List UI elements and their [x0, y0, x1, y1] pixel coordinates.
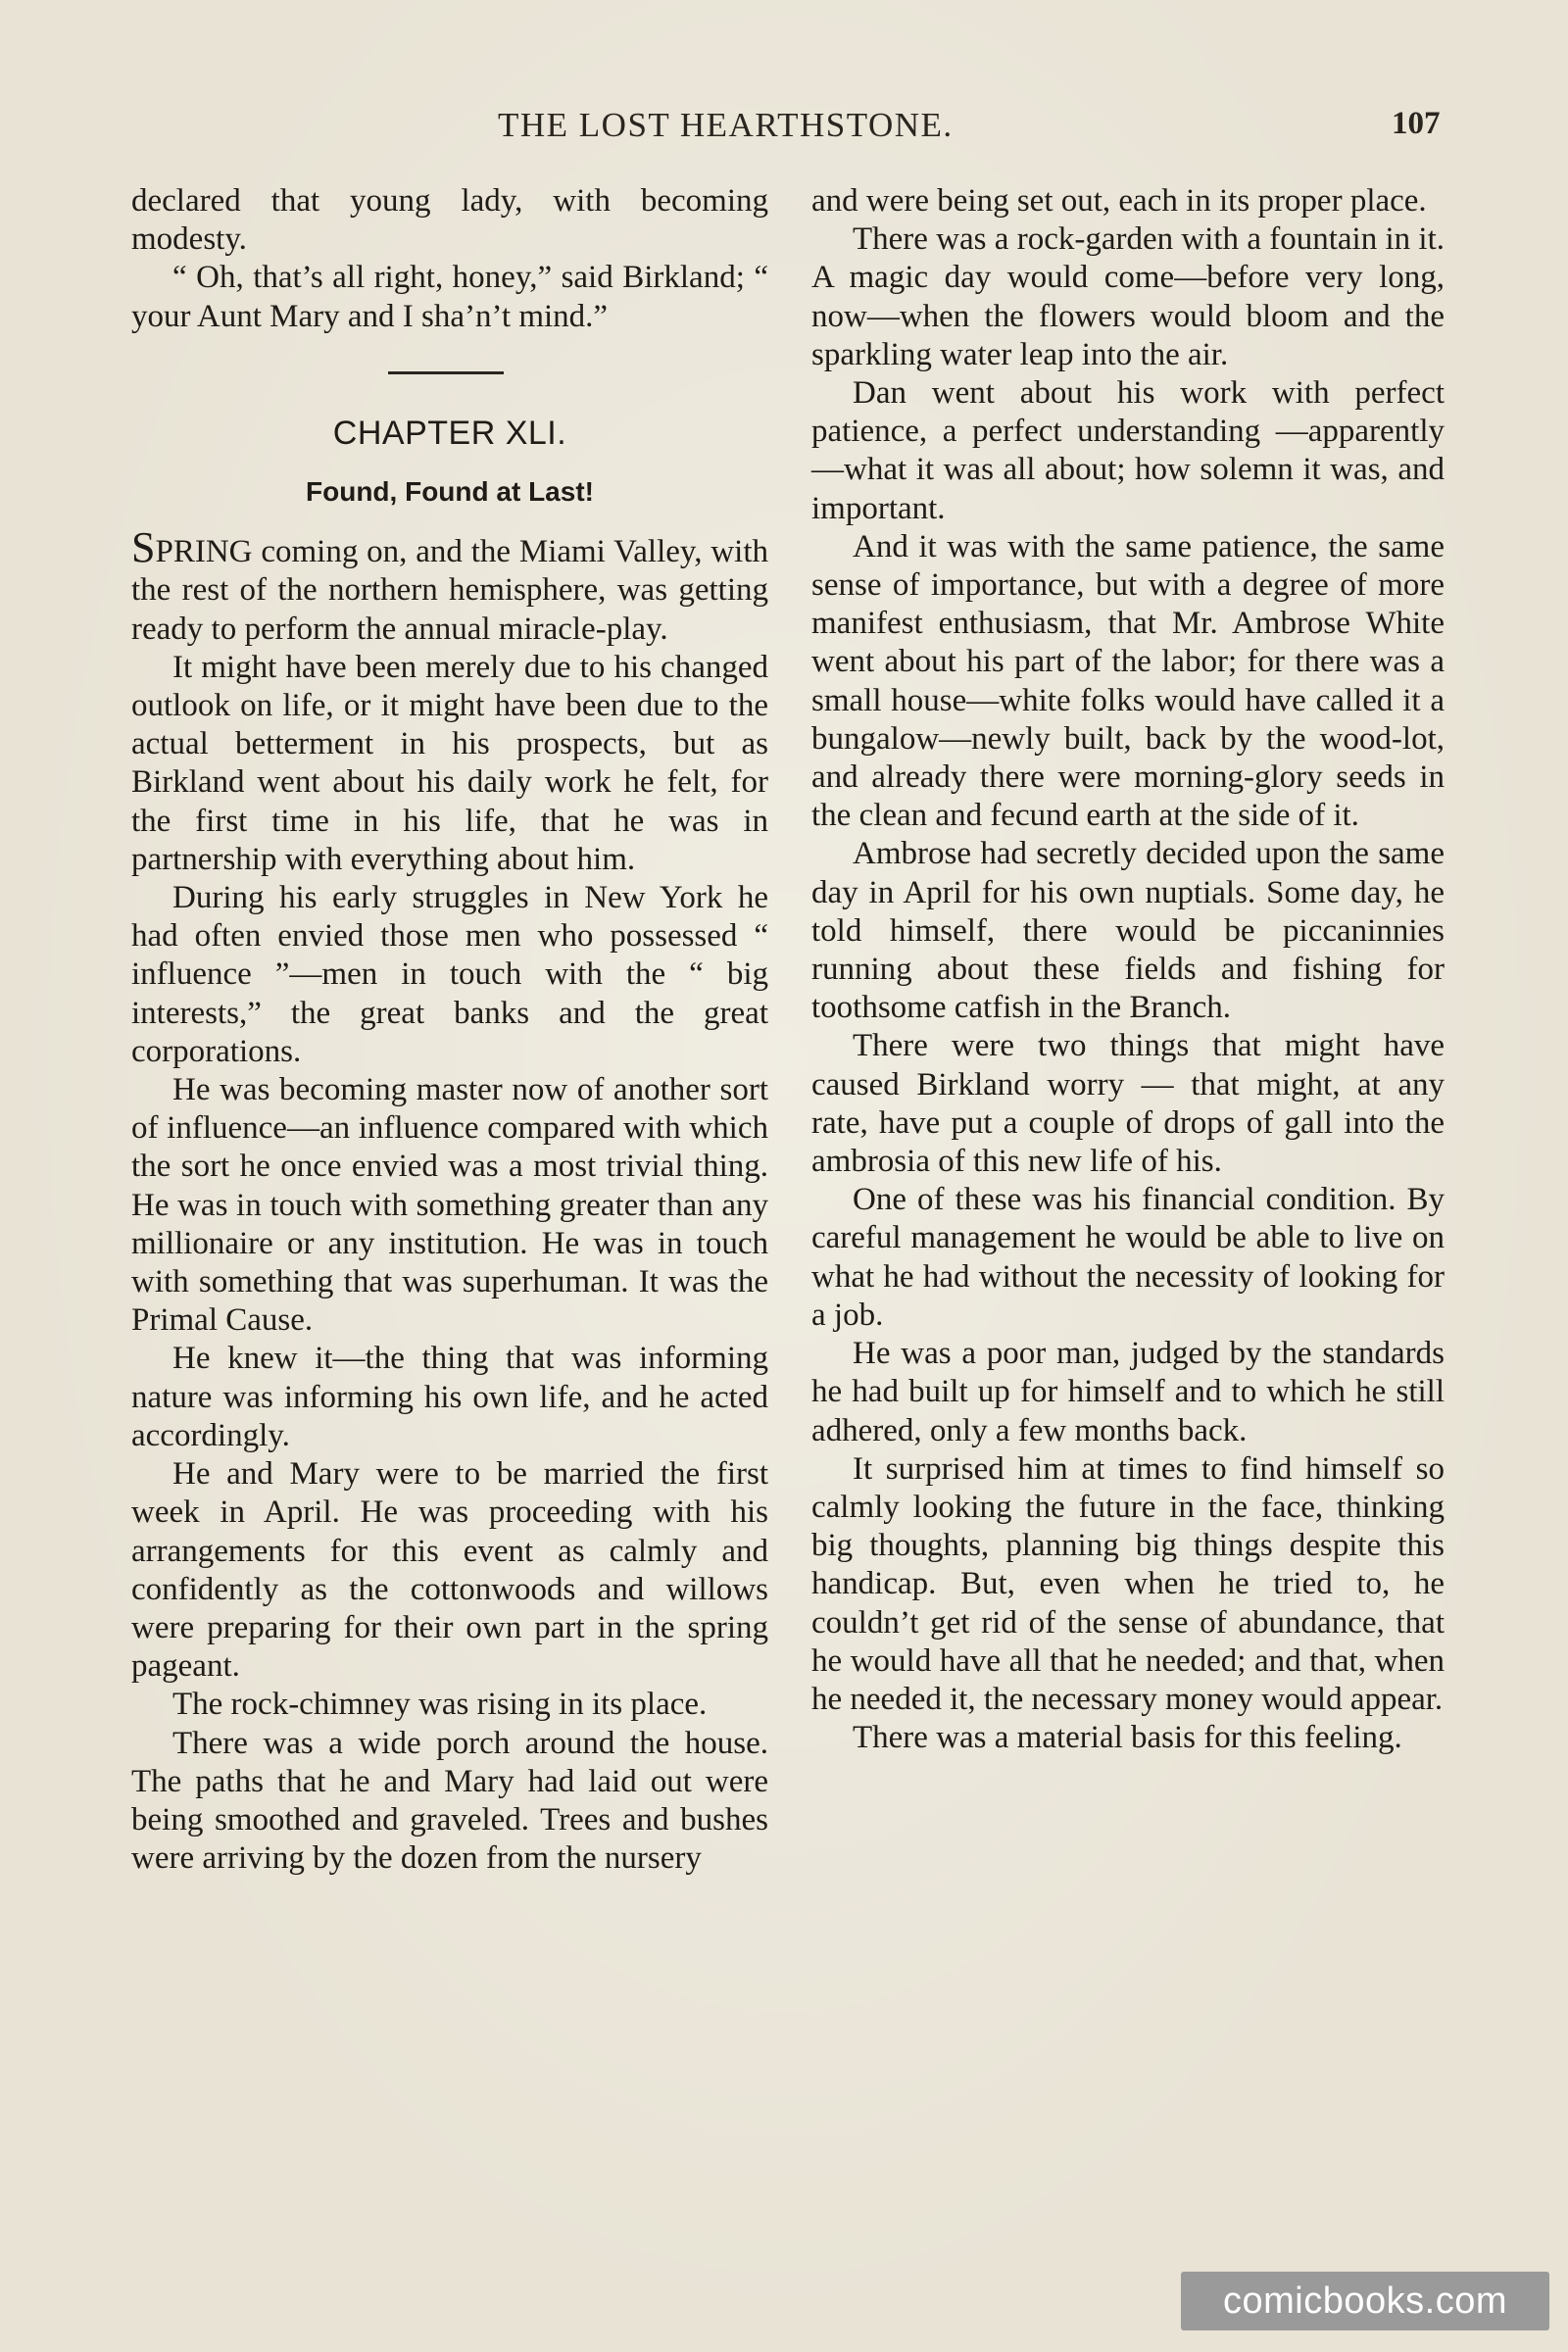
- paragraph: He knew it—the thing that was informing nature was informing his own life, and he acted accordingly.: [131, 1341, 768, 1453]
- running-title: THE LOST HEARTHSTONE.: [498, 106, 954, 144]
- paragraph: declared that young lady, with becoming modesty.: [131, 183, 768, 258]
- running-head: [0, 96, 1568, 155]
- watermark: comicbooks.com: [1181, 2272, 1549, 2330]
- paragraph: Ambrose had secretly decided upon the same day in April for his own nuptials. Some day, he told himself, there would be piccaninnies running about these fields and fishing for toothsome catfish in the Branch.: [811, 836, 1445, 1026]
- paragraph: SPRING coming on, and the Miami Valley, with the rest of the northern hemisphere, was getting ready to perform the annual miracle-play.: [131, 523, 768, 647]
- paragraph: The rock-chimney was rising in its place.: [172, 1687, 708, 1723]
- chapter-subtitle: Found, Found at Last!: [306, 476, 594, 508]
- left-column: [131, 182, 768, 1878]
- paragraph: It might have been merely due to his changed outlook on life, or it might have been due to the actual betterment in his prospects, but as Birkland went about his daily work he felt, for the first time in his life, that he was in partnership with everything about him.: [131, 649, 768, 877]
- paragraph: and were being set out, each in its proper place.: [811, 183, 1427, 219]
- page-number: 107: [1392, 106, 1441, 141]
- paragraph: Dan went about his work with perfect patience, a perfect understanding —apparently—what it was all about; how solemn it was, and important.: [811, 375, 1445, 526]
- paragraph: It surprised him at times to find himself so calmly looking the future in the face, thinking big thoughts, planning big things despite this handicap. But, even when he tried to, he couldn’t get rid of the sense of abundance, that he would have all that he needed; and that, when he needed it, the necessary money would appear.: [811, 1450, 1445, 1717]
- divider-rule: [388, 371, 504, 374]
- paragraph: There was a rock-garden with a fountain in it. A magic day would come—before very long, now—when the flowers would bloom and the sparkling water leap into the air.: [811, 221, 1445, 372]
- paragraph: And it was with the same patience, the same sense of importance, but with a degree of more manifest enthusiasm, that Mr. Ambrose White went about his part of the labor; for there was a small house—white folks would have called it a bungalow—newly built, back by the wood-lot, and already there were morning-glory seeds in the clean and fecund earth at the side of it.: [811, 528, 1445, 834]
- right-column: [811, 182, 1445, 1757]
- paragraph: There was a wide porch around the house. The paths that he and Mary had laid out were being smoothed and graveled. Trees and bushes were arriving by the dozen from the nursery: [131, 1725, 768, 1877]
- paragraph: He was becoming master now of another sort of influence—an influence compared with which the sort he once envied was a most trivial thing. He was in touch with something greater than any millionaire or any institution. He was in touch with something that was superhuman. It was the Primal Cause.: [131, 1072, 768, 1339]
- paragraph: There were two things that might have caused Birkland worry — that might, at any rate, have put a couple of drops of gall into the ambrosia of this new life of his.: [811, 1028, 1445, 1180]
- paragraph: There was a material basis for this feeling.: [853, 1720, 1402, 1756]
- paragraph: One of these was his financial condition. By careful management he would be able to live on what he had without the necessity of looking for a job.: [811, 1182, 1445, 1333]
- paragraph: He was a poor man, judged by the standards he had built up for himself and to which he still adhered, only a few months back.: [811, 1336, 1445, 1448]
- paragraph: During his early struggles in New York he had often envied those men who possessed “ influence ”—men in touch with the “ big interests,” the great banks and the great corporations.: [131, 880, 768, 1069]
- chapter-heading: CHAPTER XLI.: [332, 414, 567, 452]
- paragraph: “ Oh, that’s all right, honey,” said Birkland; “ your Aunt Mary and I sha’n’t mind.”: [131, 260, 768, 334]
- paragraph: He and Mary were to be married the first week in April. He was proceeding with his arrangements for this event as calmly and confidently as the cottonwoods and willows were preparing for their own part in the spring pageant.: [131, 1456, 768, 1685]
- section-divider: [131, 336, 768, 413]
